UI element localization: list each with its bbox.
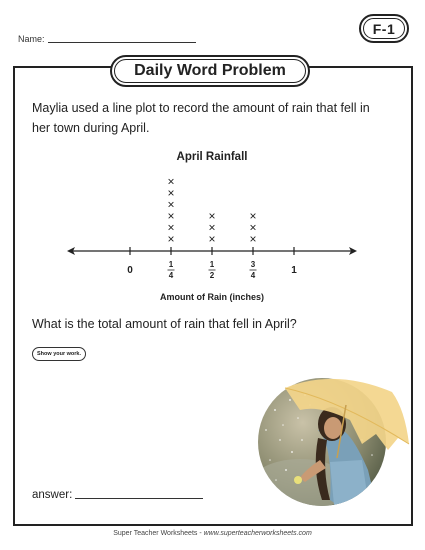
data-point-marker: × (249, 220, 257, 235)
chart-title: April Rainfall (176, 151, 248, 163)
tick-label-denominator: 4 (168, 271, 174, 280)
tick-label-numerator: 3 (250, 260, 256, 269)
name-label: Name: (18, 34, 45, 44)
data-point-marker: × (167, 174, 175, 189)
data-point-marker: × (208, 232, 216, 246)
tick-label-numerator: 1 (209, 260, 215, 269)
data-point-marker: × (167, 186, 175, 200)
footer (0, 530, 425, 537)
data-point-marker: × (249, 209, 257, 223)
data-point-marker: × (167, 209, 175, 223)
answer-blank[interactable] (75, 498, 203, 499)
tick-label: 1 (291, 265, 297, 276)
data-point-marker: × (167, 220, 175, 235)
answer-label: answer: (32, 489, 73, 501)
answer-row (32, 489, 203, 501)
footer-url[interactable]: www.superteacherworksheets.com (203, 530, 312, 537)
data-point-marker: × (208, 209, 216, 223)
data-point-marker: × (167, 232, 175, 246)
tick-label-numerator: 1 (168, 260, 174, 269)
data-point-marker: × (249, 232, 257, 246)
data-point-marker: × (208, 220, 216, 235)
x-axis-label: Amount of Rain (inches) (160, 292, 264, 302)
question-text: What is the total amount of rain that fell in April? (32, 317, 297, 331)
tick-label-denominator: 2 (209, 271, 215, 280)
page-title: Daily Word Problem (134, 62, 286, 79)
badge-text: F-1 (372, 20, 396, 37)
tick-label: 0 (127, 265, 133, 276)
footer-site: Super Teacher Worksheets - (113, 530, 204, 537)
problem-text: Maylia used a line plot to record the amount of rain that fell in her town during April. (32, 101, 370, 135)
data-point-marker: × (167, 197, 175, 212)
tick-label-denominator: 4 (250, 271, 256, 280)
show-work-tag: Show your work. (32, 347, 86, 361)
